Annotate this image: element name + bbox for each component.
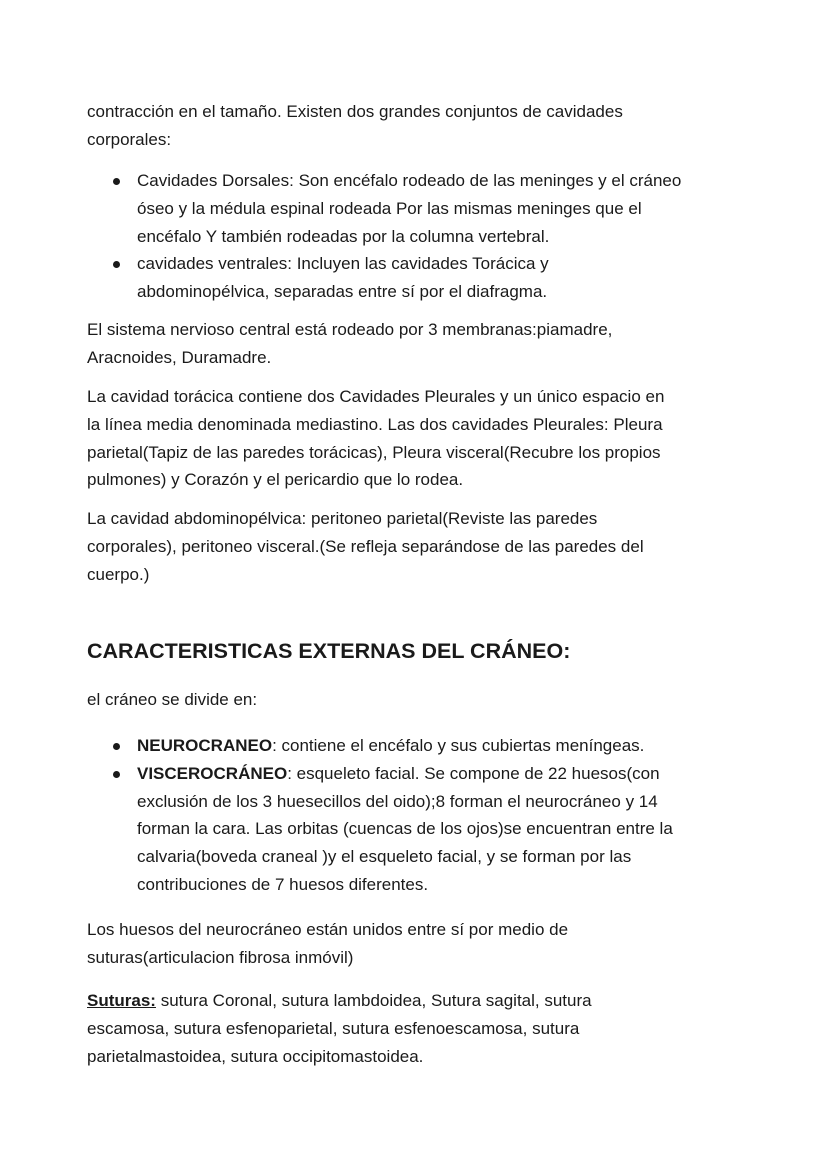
text-line xyxy=(87,278,767,306)
text-span: óseo y la médula espinal rodeada Por las mismas meninges que el xyxy=(137,198,642,218)
paragraph xyxy=(87,316,767,372)
text-line xyxy=(87,411,767,439)
text-span: contribuciones de 7 huesos diferentes. xyxy=(137,874,429,894)
text-line xyxy=(87,126,767,154)
label-suturas: Suturas: xyxy=(87,991,156,1010)
text-span: cavidades ventrales: Incluyen las cavidades Torácica y xyxy=(137,254,549,274)
bullet-icon xyxy=(113,178,120,185)
text-span: parietalmastoidea, sutura occipitomastoidea. xyxy=(87,1046,424,1066)
text-span: : esqueleto facial. Se compone de 22 huesos(con xyxy=(287,763,660,783)
text-span: La cavidad torácica contiene dos Cavidades Pleurales y un único espacio en xyxy=(87,387,665,406)
text-line xyxy=(87,732,767,760)
text-span: parietal(Tapiz de las paredes torácicas), Pleura visceral(Recubre los propios xyxy=(87,442,661,462)
text-span: La cavidad abdominopélvica: peritoneo parietal(Reviste las paredes xyxy=(87,509,598,528)
text-line xyxy=(87,505,767,533)
list-item xyxy=(87,732,767,760)
paragraph xyxy=(87,383,767,494)
text-span: cuerpo.) xyxy=(87,564,150,584)
text-span: pulmones) y Corazón y el pericardio que lo rodea. xyxy=(87,470,464,490)
text-line xyxy=(87,195,767,223)
text-span: sutura Coronal, sutura lambdoidea, Sutura sagital, sutura xyxy=(155,991,592,1010)
paragraph xyxy=(87,686,767,714)
paragraph xyxy=(87,916,767,972)
text-line xyxy=(87,223,767,251)
text-line xyxy=(87,533,767,561)
text-span: encéfalo Y también rodeadas por la columna vertebral. xyxy=(137,226,550,246)
text-span: corporales), peritoneo visceral.(Se refleja separándose de las paredes del xyxy=(87,536,644,556)
text-line xyxy=(87,815,767,843)
text-line xyxy=(87,916,767,944)
text-span: exclusión de los 3 huesecillos del oido);8 forman el neurocráneo y 14 xyxy=(137,791,658,811)
text-span: Los huesos del neurocráneo están unidos entre sí por medio de xyxy=(87,920,569,939)
text-span: calvaria(boveda craneal )y el esqueleto facial, y se forman por las xyxy=(137,847,632,867)
bullet-icon xyxy=(113,743,120,750)
text-line xyxy=(87,561,767,589)
text-line xyxy=(87,466,767,494)
text-line xyxy=(87,760,767,788)
text-line xyxy=(87,439,767,467)
list-item xyxy=(87,760,767,899)
text-span: forman la cara. Las orbitas (cuencas de los ojos)se encuentran entre la xyxy=(137,819,673,839)
text-span: contracción en el tamaño. Existen dos grandes conjuntos de cavidades xyxy=(87,102,623,121)
bullet-list xyxy=(87,732,767,899)
text-span: abdominopélvica, separadas entre sí por el diafragma. xyxy=(137,282,548,302)
bullet-list xyxy=(87,167,767,306)
text-line xyxy=(87,250,767,278)
text-line xyxy=(87,944,767,972)
list-item xyxy=(87,167,767,250)
term: NEUROCRANEO xyxy=(137,736,273,755)
text-span: el cráneo se divide en: xyxy=(87,690,258,709)
term: VISCEROCRÁNEO xyxy=(137,763,288,783)
text-span: Aracnoides, Duramadre. xyxy=(87,347,272,367)
text-line xyxy=(87,98,767,126)
text-span: El sistema nervioso central está rodeado por 3 membranas:piamadre, xyxy=(87,320,613,339)
text-line xyxy=(87,871,767,899)
text-line xyxy=(87,167,767,195)
text-span: suturas(articulacion fibrosa inmóvil) xyxy=(87,947,354,967)
text-line xyxy=(87,843,767,871)
text-line xyxy=(87,1015,767,1043)
text-line xyxy=(87,1043,767,1071)
text-line xyxy=(87,383,767,411)
paragraph xyxy=(87,98,767,154)
text-line xyxy=(87,788,767,816)
bullet-icon xyxy=(113,261,120,268)
list-item xyxy=(87,250,767,306)
text-span: : contiene el encéfalo y sus cubiertas meníngeas. xyxy=(272,736,645,755)
bullet-icon xyxy=(113,771,120,778)
text-span: escamosa, sutura esfenoparietal, sutura esfenoescamosa, sutura xyxy=(87,1018,580,1038)
paragraph xyxy=(87,987,767,1070)
text-line xyxy=(87,344,767,372)
text-span: corporales: xyxy=(87,129,172,149)
text-line xyxy=(87,987,767,1015)
text-line xyxy=(87,686,767,714)
text-span: Cavidades Dorsales: Son encéfalo rodeado de las meninges y el cráneo xyxy=(137,171,682,190)
text-line xyxy=(87,316,767,344)
paragraph xyxy=(87,505,767,588)
section-heading: CARACTERISTICAS EXTERNAS DEL CRÁNEO: xyxy=(87,639,571,663)
text-span: la línea media denominada mediastino. Las dos cavidades Pleurales: Pleura xyxy=(87,414,663,434)
